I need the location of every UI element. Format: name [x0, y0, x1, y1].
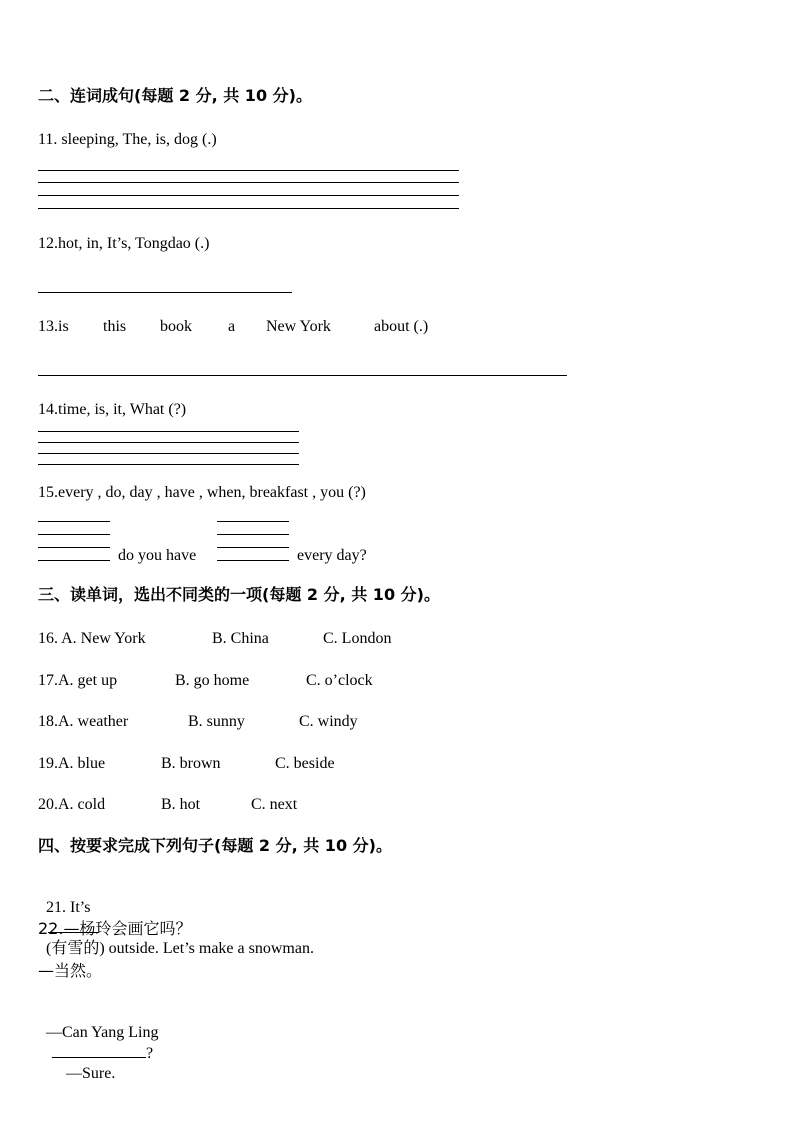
answer-line — [217, 534, 289, 535]
option-a: 17.A. get up — [38, 672, 118, 689]
answer-line-12 — [38, 292, 292, 293]
answer-line — [38, 442, 299, 443]
question-22-chinese: 22.—杨玲会画它吗？ — [38, 919, 192, 938]
answer-line-13 — [38, 375, 567, 376]
option-a: 19.A. blue — [38, 755, 106, 772]
option-c: C. London — [323, 630, 392, 647]
answer-line — [38, 453, 299, 454]
fill-blank[interactable] — [52, 1043, 146, 1058]
question-22-mark: ? — [146, 1045, 154, 1062]
answer-line — [38, 560, 110, 561]
option-b: B. go home — [175, 672, 250, 689]
option-a: 18.A. weather — [38, 713, 129, 730]
question-11: 11. sleeping, The, is, dog (.) — [38, 131, 217, 148]
option-c: C. windy — [299, 713, 358, 730]
question-22-english — [38, 1003, 158, 1084]
question-13-word: about (.) — [374, 318, 429, 335]
answer-line — [38, 534, 110, 535]
question-21-start: 21. It’s — [46, 899, 91, 916]
option-b: B. China — [212, 630, 269, 647]
option-c: C. beside — [275, 755, 335, 772]
option-c: C. next — [251, 796, 298, 813]
question-13-word: a — [228, 318, 236, 335]
answer-line — [217, 560, 289, 561]
question-13-number: 13.is — [38, 318, 69, 335]
answer-line — [38, 208, 459, 209]
question-22-reply: —Sure. — [66, 1065, 116, 1082]
question-13-word: New York — [266, 318, 331, 335]
question-22-start: —Can Yang Ling — [46, 1024, 159, 1041]
answer-line — [38, 182, 459, 183]
answer-line — [38, 195, 459, 196]
section-4-heading: 四、按要求完成下列句子(每题 2 分, 共 10 分)。 — [38, 836, 392, 855]
question-15-end-text: every day? — [297, 547, 367, 564]
question-15: 15.every , do, day , have , when, breakfast , you (?) — [38, 484, 366, 501]
answer-line — [217, 521, 289, 522]
section-2-heading: 二、连词成句(每题 2 分, 共 10 分)。 — [38, 86, 312, 105]
answer-line — [38, 521, 110, 522]
answer-line — [38, 464, 299, 465]
question-12: 12.hot, in, It’s, Tongdao (.) — [38, 235, 210, 252]
question-13-word: book — [160, 318, 192, 335]
answer-line — [38, 431, 299, 432]
question-14: 14.time, is, it, What (?) — [38, 401, 187, 418]
question-21-end: (有雪的) outside. Let’s make a snowman. — [46, 940, 314, 957]
option-a: 20.A. cold — [38, 796, 106, 813]
option-c: C. o’clock — [306, 672, 373, 689]
answer-line — [38, 547, 110, 548]
section-3-heading: 三、读单词，选出不同类的一项(每题 2 分, 共 10 分)。 — [38, 585, 440, 604]
question-22-chinese-answer: —当然。 — [38, 961, 103, 980]
answer-line — [217, 547, 289, 548]
option-a: 16. A. New York — [38, 630, 146, 647]
option-b: B. brown — [161, 755, 221, 772]
option-b: B. hot — [161, 796, 201, 813]
question-15-middle-text: do you have — [118, 547, 197, 564]
question-13-word: this — [103, 318, 127, 335]
option-b: B. sunny — [188, 713, 245, 730]
answer-line — [38, 170, 459, 171]
